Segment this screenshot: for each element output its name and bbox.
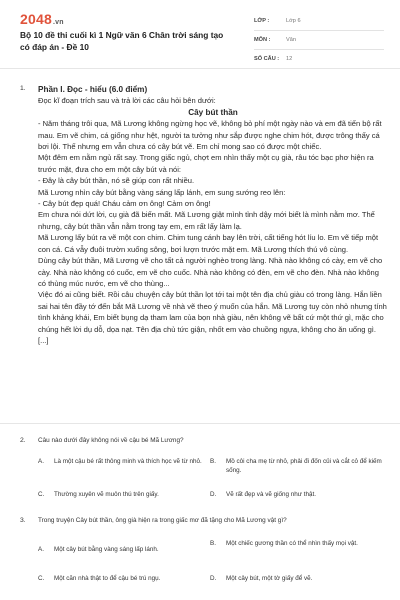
option-letter: D. — [210, 575, 217, 582]
q2-option-d[interactable] — [210, 490, 382, 499]
story-title: Cây bút thần — [188, 107, 238, 117]
question-1-reading — [38, 84, 388, 346]
story-paragraph: - Đây là cây bút thần, nó sẽ giúp con rất nhiều. — [38, 176, 195, 186]
question-3-stem: Trong truyện Cây bút thần, ông già hiện ra trong giấc mơ đã tặng cho Mã Lương vật gì? — [38, 517, 287, 524]
question-number: 1. — [20, 85, 26, 92]
meta-key: SỐ CÂU : — [254, 56, 280, 62]
option-letter: B. — [210, 458, 216, 465]
story-paragraph: Mã Lương nhìn cây bút bằng vàng sáng lấp lánh, em sung sướng reo lên: — [38, 187, 286, 197]
meta-key: MÔN : — [254, 37, 271, 43]
q3-option-c[interactable] — [38, 574, 208, 583]
option-letter: B. — [210, 540, 216, 547]
meta-value: Văn — [286, 37, 296, 43]
story-paragraph: Dùng cây bút thần, Mã Lương vẽ cho tất cả người nghèo trong làng. Nhà nào không có cày, em vẽ cho cày. Nhà nào không có cuốc, em vẽ cho cuốc. Nhà nào không có đèn, em vẽ cho đèn. Nhà nào không có thùng múc nước, em vẽ cho thùng... — [38, 256, 383, 288]
option-letter: D. — [210, 491, 217, 498]
meta-row-question-count — [254, 50, 384, 69]
option-letter: C. — [38, 575, 45, 582]
meta-row-grade — [254, 12, 384, 31]
part-title: Phần I. Đọc - hiểu (6.0 điểm) — [38, 85, 148, 94]
story-paragraph: Một đêm em nằm ngủ rất say. Trong giấc ngủ, chợt em nhìn thấy một cụ già, râu tóc bạc phơ hiện ra trước mặt, đưa cho em một cây bút và nói: — [38, 153, 374, 174]
header-divider — [0, 68, 400, 69]
option-text: Vẽ rất đẹp và vẽ giống như thật. — [226, 491, 316, 498]
question-number: 2. — [20, 437, 26, 444]
site-logo[interactable] — [20, 11, 64, 27]
q2-option-b[interactable] — [210, 457, 382, 475]
logo-text: 2048 — [20, 11, 52, 27]
option-text: Một chiếc gương thần có thể nhìn thấy mọi vật. — [226, 540, 358, 547]
question-divider — [0, 423, 400, 424]
q3-option-a[interactable] — [38, 545, 208, 554]
option-text: Thường xuyên vẽ muôn thú trên giấy. — [54, 491, 159, 498]
q2-option-a[interactable] — [38, 457, 208, 466]
option-text: Là một cậu bé rất thông minh và thích học vẽ từ nhỏ. — [54, 458, 202, 465]
story-paragraph: - Năm tháng trôi qua, Mã Lương không ngừng học vẽ, không bỏ phí một ngày nào và em đã tiến bộ rất mau. Em vẽ chim, cá giống như hệt, người ta tưởng như sắp được nghe chim hót, được trông thấy cá bơi lội. Thế nhưng em vẫn chưa có cây bút vẽ. Em chỉ mong sao có được một chiếc. — [38, 119, 382, 152]
meta-row-subject — [254, 31, 384, 50]
story-paragraph: - Cây bút đẹp quá! Cháu cảm ơn ông! Cảm ơn ông! — [38, 199, 211, 209]
option-letter: C. — [38, 491, 45, 498]
q2-option-c[interactable] — [38, 490, 208, 499]
option-letter: A. — [38, 546, 44, 553]
meta-value: 12 — [286, 56, 293, 62]
exam-meta — [254, 12, 384, 69]
story-paragraph: Việc đó ai cũng biết. Rồi câu chuyện cây bút thần lọt tới tai một tên địa chủ giàu có trong làng. Hắn liền sai hai tên đầy tớ đến bắt Mã Lương về nhà vẽ theo ý muốn của hắn. Mã Lương tuy còn nhỏ nhưng tính tình khảng khái, Em biết bụng dạ tham lam của bọn nhà giàu, nên không vẽ bất cứ một thứ gì, mặc cho chúng hết lời dụ dỗ, dọa nạt. Tên địa chủ tức giận, nhốt em vào chuồng ngựa, không cho ăn uống gì. [...] — [38, 290, 387, 345]
story-paragraph: Mã Lương lấy bút ra vẽ một con chim. Chim tung cánh bay lên trời, cất tiếng hót líu lo. Em vẽ tiếp một con cá. Cá vẫy đuôi trườn xuống sông, bơi lượn trước mặt em. Mã Lương thích thú vô cùng. — [38, 233, 379, 254]
option-text: Một cây bút, một tờ giấy để vẽ. — [226, 575, 313, 582]
q3-option-d[interactable] — [210, 574, 382, 583]
meta-key: LỚP : — [254, 18, 270, 24]
option-text: Một cây bút bằng vàng sáng lấp lánh. — [54, 546, 159, 553]
meta-value: Lớp 6 — [286, 18, 301, 24]
exam-title: Bộ 10 đề thi cuối kì 1 Ngữ văn 6 Chân trời sáng tạo có đáp án - Đề 10 — [20, 30, 224, 52]
option-text: Mồ côi cha mẹ từ nhỏ, phải đi đốn củi và cắt cỏ để kiếm sống. — [226, 458, 382, 474]
question-2-stem: Câu nào dưới đây không nói về cậu bé Mã Lương? — [38, 437, 184, 444]
instruction: Đọc kĩ đoạn trích sau và trả lời các câu hỏi bên dưới: — [38, 96, 216, 106]
logo-suffix: .vn — [52, 19, 64, 26]
option-text: Một căn nhà thật to để cậu bé trú ngụ. — [54, 575, 161, 582]
q3-option-b[interactable] — [210, 539, 382, 548]
page-header — [0, 0, 400, 60]
option-letter: A. — [38, 458, 44, 465]
question-number: 3. — [20, 517, 26, 524]
story-paragraph: Em chưa nói dứt lời, cụ già đã biến mất. Mã Lương giật mình tỉnh dậy mới biết là mình nằm mơ. Thế nhưng, cây bút thần vẫn nằm trong tay em, em rất lấy làm lạ. — [38, 210, 375, 231]
